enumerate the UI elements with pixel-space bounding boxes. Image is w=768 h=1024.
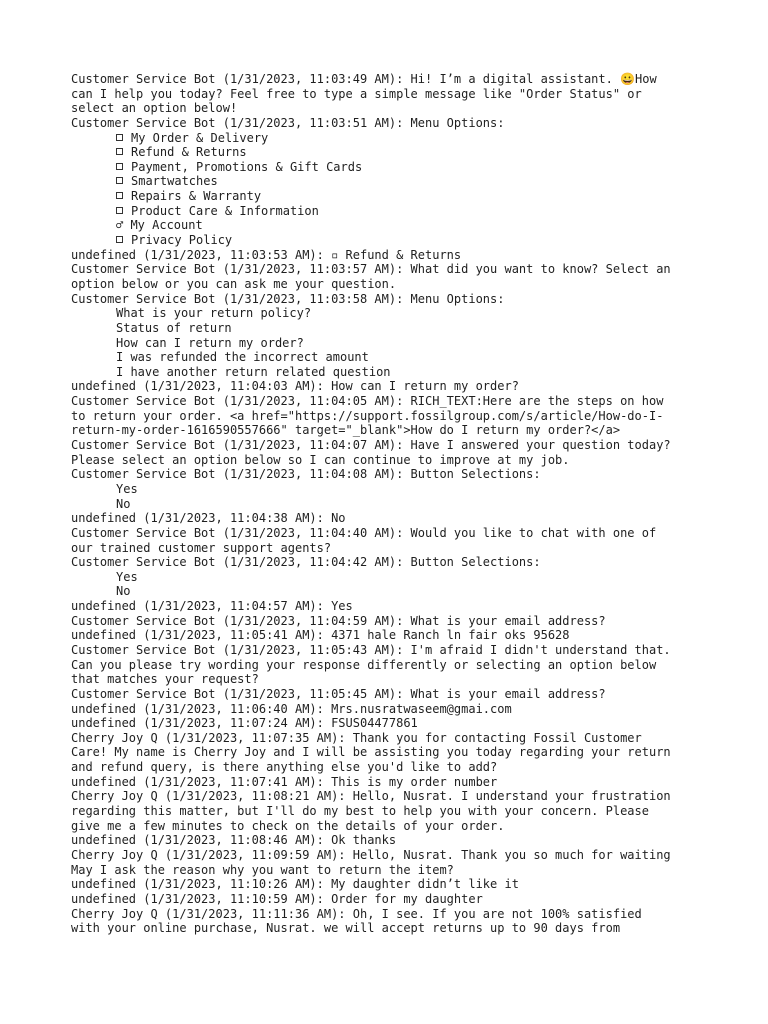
transcript-line: [71, 731, 701, 746]
transcript-line: [71, 394, 701, 409]
transcript-line: [71, 511, 701, 526]
transcript-line: [71, 409, 701, 424]
transcript-line: [71, 863, 701, 878]
transcript-line: [71, 292, 701, 307]
transcript-line: [71, 745, 701, 760]
line-text: Customer Service Bot (1/31/2023, 11:04:08 AM): Button Selections:: [71, 467, 541, 482]
line-text: can I help you today? Feel free to type a simple message like "Order Status" or: [71, 86, 642, 101]
transcript-line: [71, 467, 701, 482]
line-text: Customer Service Bot (1/31/2023, 11:03:57 AM): What did you want to know? Select an: [71, 262, 671, 277]
line-text: Yes: [116, 481, 138, 496]
line-text: Customer Service Bot (1/31/2023, 11:04:07 AM): Have I answered your question today?: [71, 438, 671, 453]
transcript-line: [71, 702, 701, 717]
line-text: No: [116, 584, 131, 599]
transcript-line: [71, 775, 701, 790]
line-text: to return your order. <a href="https://support.fossilgroup.com/s/article/How-do-I-: [71, 408, 664, 423]
transcript-line: [71, 87, 701, 102]
line-text: Cherry Joy Q (1/31/2023, 11:08:21 AM): Hello, Nusrat. I understand your frustration: [71, 789, 671, 804]
transcript-option-line: [71, 365, 701, 380]
line-text: Customer Service Bot (1/31/2023, 11:03:51 AM): Menu Options:: [71, 115, 505, 130]
transcript-option-line: [71, 336, 701, 351]
line-text: Care! My name is Cherry Joy and I will be assisting you today regarding your return: [71, 745, 671, 760]
transcript-line: [71, 921, 701, 936]
transcript-line: [71, 760, 701, 775]
line-text: select an option below!: [71, 101, 238, 116]
transcript-line: [71, 716, 701, 731]
transcript-option-line: [71, 218, 701, 233]
line-text: Customer Service Bot (1/31/2023, 11:03:49 AM): Hi! I’m a digital assistant. 😀How: [71, 72, 657, 86]
male-sign-icon: ♂: [116, 218, 131, 233]
bullet-square-icon: [116, 207, 123, 214]
transcript-line: [71, 277, 701, 292]
transcript-line: [71, 833, 701, 848]
line-text: Customer Service Bot (1/31/2023, 11:03:58 AM): Menu Options:: [71, 291, 505, 306]
transcript-option-line: [71, 321, 701, 336]
line-text: Status of return: [116, 320, 232, 335]
line-text: Customer Service Bot (1/31/2023, 11:04:59 AM): What is your email address?: [71, 613, 606, 628]
line-text: Can you please try wording your response differently or selecting an option below: [71, 657, 657, 672]
transcript-line: [71, 892, 701, 907]
line-text: Please select an option below so I can continue to improve at my job.: [71, 452, 570, 467]
transcript-option-line: [71, 306, 701, 321]
bullet-square-icon: [116, 236, 123, 243]
transcript-option-line: [71, 131, 701, 146]
line-text: I have another return related question: [116, 364, 391, 379]
bullet-square-icon: [116, 134, 123, 141]
transcript-line: [71, 379, 701, 394]
transcript-option-line: [71, 482, 701, 497]
transcript-option-line: [71, 160, 701, 175]
line-text: May I ask the reason why you want to return the item?: [71, 862, 454, 877]
bullet-square-icon: [116, 148, 123, 155]
line-text: that matches your request?: [71, 672, 259, 687]
line-text: Yes: [116, 569, 138, 584]
transcript-line: [71, 848, 701, 863]
transcript-line: [71, 804, 701, 819]
line-text: Smartwatches: [131, 174, 218, 189]
transcript-line: [71, 438, 701, 453]
transcript-line: [71, 819, 701, 834]
chat-transcript: [71, 72, 701, 936]
line-text: with your online purchase, Nusrat. we will accept returns up to 90 days from: [71, 921, 621, 936]
transcript-option-line: [71, 233, 701, 248]
transcript-line: [71, 643, 701, 658]
line-text: How can I return my order?: [116, 335, 304, 350]
line-text: What is your return policy?: [116, 306, 312, 321]
line-text: undefined (1/31/2023, 11:07:24 AM): FSUS04477861: [71, 716, 418, 731]
bullet-square-icon: [116, 163, 123, 170]
line-text: Customer Service Bot (1/31/2023, 11:05:45 AM): What is your email address?: [71, 686, 606, 701]
line-text: undefined (1/31/2023, 11:05:41 AM): 4371 hale Ranch ln fair oks 95628: [71, 628, 570, 643]
transcript-line: [71, 687, 701, 702]
line-text: undefined (1/31/2023, 11:10:59 AM): Order for my daughter: [71, 891, 483, 906]
transcript-line: [71, 555, 701, 570]
line-text: undefined (1/31/2023, 11:07:41 AM): This is my order number: [71, 774, 498, 789]
line-text: No: [116, 496, 131, 511]
line-text: return-my-order-1616590557666" target="_blank">How do I return my order?</a>: [71, 423, 621, 438]
line-text: undefined (1/31/2023, 11:10:26 AM): My daughter didn’t like it: [71, 877, 519, 892]
line-text: regarding this matter, but I'll do my best to help you with your concern. Please: [71, 804, 649, 819]
transcript-option-line: [71, 570, 701, 585]
transcript-line: [71, 72, 701, 87]
line-text: Cherry Joy Q (1/31/2023, 11:09:59 AM): Hello, Nusrat. Thank you so much for waiting: [71, 847, 671, 862]
line-text: give me a few minutes to check on the details of your order.: [71, 818, 505, 833]
line-text: Refund & Returns: [131, 145, 247, 160]
line-text: Repairs & Warranty: [131, 189, 262, 204]
line-text: undefined (1/31/2023, 11:08:46 AM): Ok thanks: [71, 833, 397, 848]
transcript-line: [71, 658, 701, 673]
line-text: undefined (1/31/2023, 11:04:38 AM): No: [71, 511, 346, 526]
transcript-option-line: [71, 350, 701, 365]
line-text: My Account: [130, 218, 203, 233]
line-text: Customer Service Bot (1/31/2023, 11:04:42 AM): Button Selections:: [71, 555, 541, 570]
line-text: our trained customer support agents?: [71, 540, 332, 555]
line-text: Customer Service Bot (1/31/2023, 11:04:40 AM): Would you like to chat with one of: [71, 525, 657, 540]
transcript-line: [71, 262, 701, 277]
line-text: undefined (1/31/2023, 11:06:40 AM): Mrs.nusratwaseem@gmai.com: [71, 701, 512, 716]
transcript-line: [71, 877, 701, 892]
transcript-line: [71, 628, 701, 643]
transcript-line: [71, 101, 701, 116]
line-text: Product Care & Information: [131, 203, 319, 218]
transcript-line: [71, 248, 701, 263]
transcript-line: [71, 599, 701, 614]
transcript-option-line: [71, 174, 701, 189]
bullet-square-icon: [116, 177, 123, 184]
transcript-line: [71, 672, 701, 687]
line-text: Customer Service Bot (1/31/2023, 11:05:43 AM): I'm afraid I didn't understand that.: [71, 642, 671, 657]
transcript-line: [71, 614, 701, 629]
line-text: undefined (1/31/2023, 11:04:03 AM): How can I return my order?: [71, 379, 519, 394]
transcript-option-line: [71, 497, 701, 512]
line-text: and refund query, is there anything else you'd like to add?: [71, 760, 498, 775]
transcript-line: [71, 541, 701, 556]
line-text: option below or you can ask me your question.: [71, 276, 397, 291]
line-text: I was refunded the incorrect amount: [116, 350, 369, 365]
transcript-option-line: [71, 189, 701, 204]
transcript-line: [71, 116, 701, 131]
transcript-option-line: [71, 584, 701, 599]
transcript-line: [71, 789, 701, 804]
line-text: Cherry Joy Q (1/31/2023, 11:07:35 AM): Thank you for contacting Fossil Customer: [71, 730, 642, 745]
line-text: Payment, Promotions & Gift Cards: [131, 159, 363, 174]
line-text: undefined (1/31/2023, 11:04:57 AM): Yes: [71, 599, 353, 614]
transcript-line: [71, 907, 701, 922]
line-text: Cherry Joy Q (1/31/2023, 11:11:36 AM): Oh, I see. If you are not 100% satisfied: [71, 906, 642, 921]
transcript-option-line: [71, 204, 701, 219]
line-text: My Order & Delivery: [131, 130, 269, 145]
line-text: undefined (1/31/2023, 11:03:53 AM): ▫ Refund & Returns: [71, 247, 462, 262]
transcript-line: [71, 526, 701, 541]
line-text: Customer Service Bot (1/31/2023, 11:04:05 AM): RICH_TEXT:Here are the steps on how: [71, 394, 664, 409]
line-text: Privacy Policy: [131, 233, 233, 248]
bullet-square-icon: [116, 192, 123, 199]
transcript-option-line: [71, 145, 701, 160]
transcript-line: [71, 423, 701, 438]
transcript-line: [71, 453, 701, 468]
